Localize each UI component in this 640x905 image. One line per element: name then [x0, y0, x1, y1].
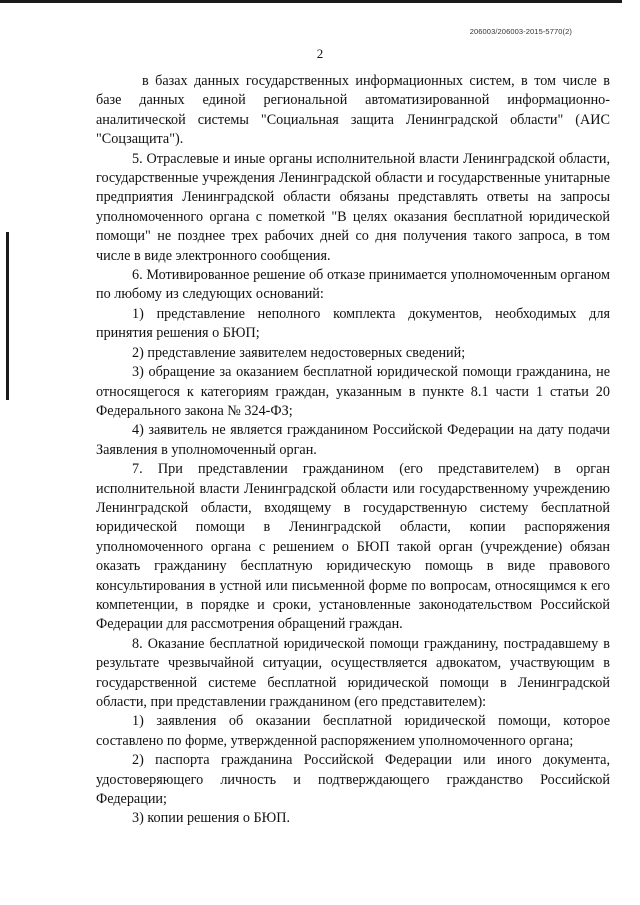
- paragraph-item-6-3: 3) обращение за оказанием бесплатной юридической помощи гражданина, не относящегося к категориям граждан, указанным в пункте 8.1 части 1 статьи 20 Федерального закона № 324-ФЗ;: [96, 364, 610, 419]
- paragraph-item-8-1: 1) заявления об оказании бесплатной юридической помощи, которое составлено по форме, утвержденной распоряжением уполномоченного органа;: [96, 713, 610, 749]
- page-number: 2: [316, 46, 324, 61]
- paragraph-item-6-2: 2) представление заявителем недостоверных сведений;: [132, 344, 466, 361]
- paragraph-item-8-2: 2) паспорта гражданина Российской Федерации или иного документа, удостоверяющего личность и подтверждающего гражданство Российской Федерации;: [96, 752, 610, 808]
- paragraph-item-6: 6. Мотивированное решение об отказе принимается уполномоченным органом по любому из следующих оснований:: [96, 267, 610, 303]
- paragraph-continuation: в базах данных государственных информационных систем, в том числе в базе данных единой региональной автоматизированной информационно-аналитической системы "Социальная защита Ленинградской области" (АИС "Соцзащита").: [96, 73, 610, 148]
- paragraph-item-6-4: 4) заявитель не является гражданином Российской Федерации на дату подачи Заявления в уполномоченный орган.: [96, 422, 610, 458]
- document-id: 206003/206003-2015-5770(2): [469, 27, 572, 36]
- top-scan-rule: [0, 0, 622, 3]
- paragraph-item-8: 8. Оказание бесплатной юридической помощи гражданину, пострадавшему в результате чрезвычайной ситуации, осуществляется адвокатом, участвующим в государственной системе бесплатной юридической помощи в Ленинградской области, при представлении гражданином (его представителем):: [96, 635, 610, 710]
- paragraph-item-8-3: 3) копии решения о БЮП.: [132, 810, 290, 827]
- paragraph-item-7: 7. При представлении гражданином (его представителем) в орган исполнительной власти Ленинградской области или государственному учреждению Ленинградской области, входящему в государственную систему бесплатной юридической помощи в Ленинградской области, копии распоряжения уполномоченного органа с решением о БЮП такой орган (учреждение) обязан оказать гражданину бесплатную юридическую помощь в виде правового консультирования в устной или письменной форме по вопросам, относящимся к его компетенции, в порядке и сроки, установленные законодательством Российской Федерации для рассмотрения обращений граждан.: [96, 461, 610, 633]
- paragraph-item-6-1: 1) представление неполного комплекта документов, необходимых для принятия решения о БЮП;: [96, 305, 610, 342]
- left-scan-mark: [6, 232, 9, 400]
- paragraph-item-5: 5. Отраслевые и иные органы исполнительной власти Ленинградской области, государственные учреждения Ленинградской области и государственные унитарные предприятия Ленинградской области обязаны представлять ответы на запросы уполномоченного органа с пометкой "В целях оказания бесплатной юридической помощи" не позднее трех рабочих дней со дня получения такого запроса, в том числе в виде электронного сообщения.: [96, 150, 610, 264]
- document-body: [96, 72, 610, 829]
